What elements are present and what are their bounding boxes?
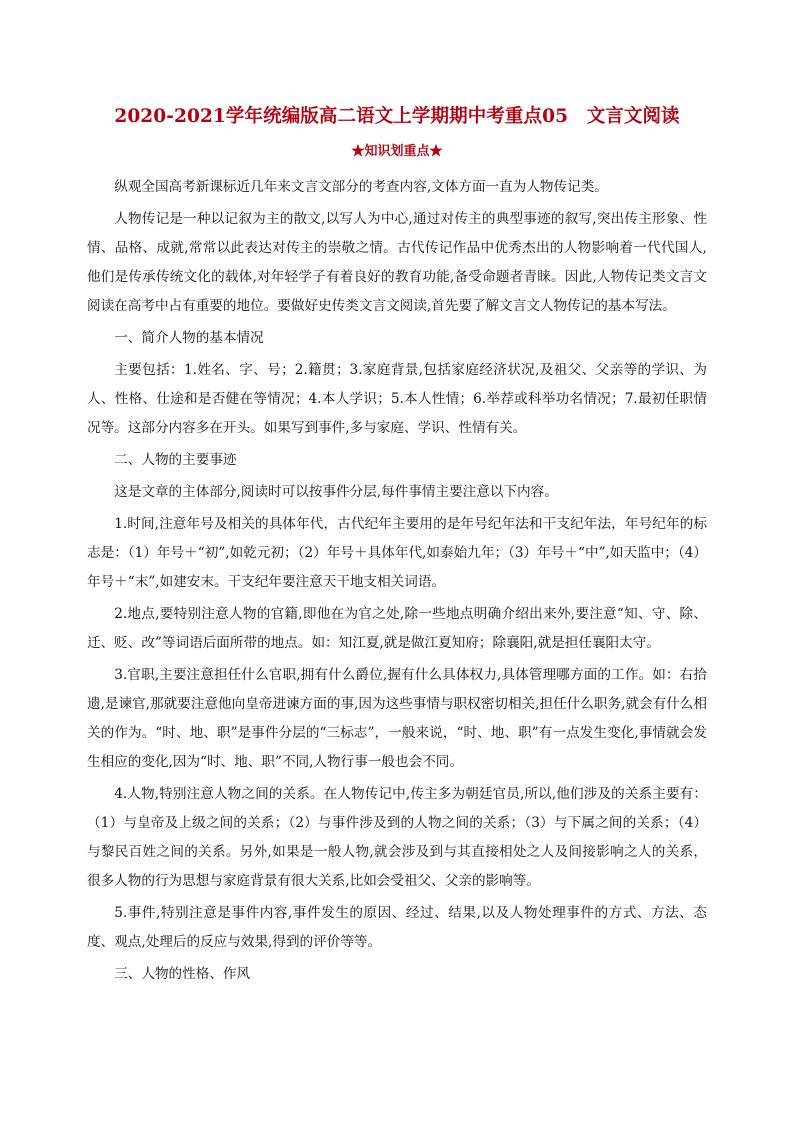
section-subtitle: ★知识划重点★ [351,144,443,159]
place-paragraph: 2.地点,要特别注意人物的官籍,即他在为官之处,除一些地点明确介绍出来外,要注意“知、守、除、迁、贬、改”等词语后面所带的地点。如：知江夏,就是做江夏知府；除襄阳,就是担任襄阳太守。 [87,606,707,651]
biography-overview-paragraph: 人物传记是一种以记叙为主的散文,以写人为中心,通过对传主的典型事迹的叙写,突出传主形象、性情、品格、成就,常常以此表达对传主的崇敬之情。古代传记作品中优秀杰出的人物影响着一代代国人,他们是传承传统文化的载体,对年轻学子有着良好的教育功能,备受命题者青睐。因此,人物传记类文言文阅读在高考中占有重要的地位。要做好史传类文言文阅读,首先要了解文言文人物传记的基本写法。 [87,211,707,314]
main-events-intro-paragraph: 这是文章的主体部分,阅读时可以按事件分层,每件事情主要注意以下内容。 [114,484,558,500]
document-body [87,173,707,989]
document-title: 2020-2021学年统编版高二语文上学期期中考重点05 文言文阅读 [114,106,680,127]
section-heading-2: 二、人物的主要事迹 [114,452,237,468]
office-paragraph: 3.官职,主要注意担任什么官职,拥有什么爵位,握有什么具体权力,具体管理哪方面的工作。如：右拾遗,是谏官,那就要注意他向皇帝进谏方面的事,因为这些事情与职权密切相关,担任什么职务,就会有什么相关的作为。“时、地、职”是事件分层的“三标志”，一般来说，“时、地、职”有一点发生变化,事情就会发生相应的变化,因为“时、地、职”不同,人物行事一般也会不同。 [87,667,707,770]
intro-paragraph: 纵观全国高考新课标近几年来文言文部分的考查内容,文体方面一直为人物传记类。 [114,179,608,195]
event-paragraph: 5.事件,特别注意是事件内容,事件发生的原因、经过、结果,以及人物处理事件的方式、方法、态度、观点,处理后的反应与效果,得到的评价等等。 [87,905,707,950]
basic-info-paragraph: 主要包括：1.姓名、字、号；2.籍贯；3.家庭背景,包括家庭经济状况,及祖父、父亲等的学识、为人、性格、仕途和是否健在等情况；4.本人学识；5.本人性情；6.举荐或科举功名情况；7.最初任职情况等。这部分内容多在开头。如果写到事件,多与家庭、学识、性情有关。 [87,362,707,436]
people-paragraph: 4.人物,特别注意人物之间的关系。在人物传记中,传主多为朝廷官员,所以,他们涉及的关系主要有：（1）与皇帝及上级之间的关系；（2）与事件涉及到的人物之间的关系；（3）与下属之间的关系；（4）与黎民百姓之间的关系。另外,如果是一般人物,就会涉及到与其直接相处之人及间接影响之人的关系，很多人物的行为思想与家庭背景有很大关系,比如会受祖父、父亲的影响等。 [87,786,707,889]
section-heading-3: 三、人物的性格、作风 [114,966,251,982]
time-paragraph: 1.时间,注意年号及相关的具体年代，古代纪年主要用的是年号纪年法和干支纪年法，年号纪年的标志是：（1）年号＋“初”,如乾元初；（2）年号＋具体年代,如泰始九年；（3）年号＋“中”,如天监中；（4）年号＋“末”,如建安末。干支纪年要注意天干地支相关词语。 [87,516,707,590]
section-heading-1: 一、简介人物的基本情况 [114,330,264,346]
